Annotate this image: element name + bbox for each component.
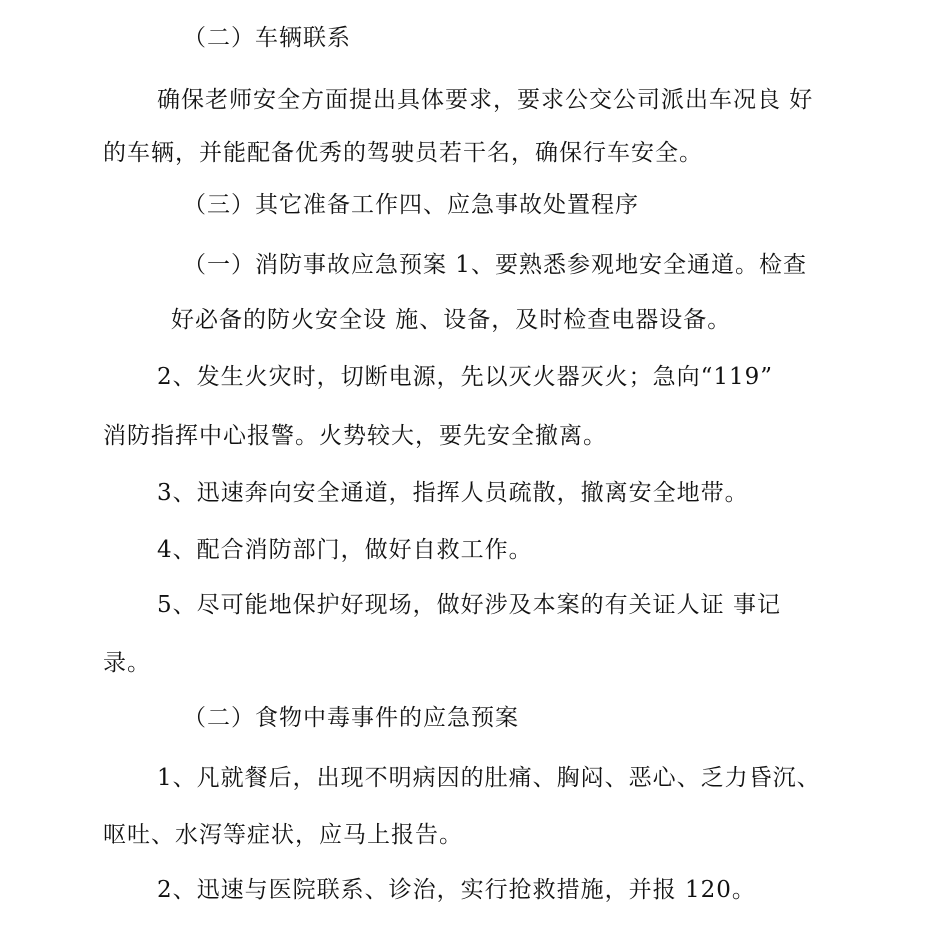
paragraph-line: 呕吐、水泻等症状，应马上报告。 xyxy=(103,822,463,848)
list-item: 5、尽可能地保护好现场，做好涉及本案的有关证人证 事记 xyxy=(157,592,781,618)
paragraph-line: 消防指挥中心报警。火势较大，要先安全撤离。 xyxy=(103,423,607,449)
list-item: 1、凡就餐后，出现不明病因的肚痛、胸闷、恶心、乏力昏沉、 xyxy=(157,765,821,791)
paragraph-line: 好必备的防火安全设 施、设备，及时检查电器设备。 xyxy=(171,307,732,333)
heading-food-poisoning: （二）食物中毒事件的应急预案 xyxy=(183,705,519,731)
paragraph-line: 确保老师安全方面提出具体要求，要求公交公司派出车况良 好 xyxy=(157,87,814,113)
list-item: 2、迅速与医院联系、诊治，实行抢救措施，并报 120。 xyxy=(157,877,756,903)
list-item: 2、发生火灾时，切断电源，先以灭火器灭火；急向“119” xyxy=(157,364,774,390)
list-item: 3、迅速奔向安全通道，指挥人员疏散，撤离安全地带。 xyxy=(157,480,749,506)
paragraph-line: 录。 xyxy=(103,650,151,676)
heading-vehicle-contact: （二）车辆联系 xyxy=(183,25,351,51)
list-item: 4、配合消防部门，做好自救工作。 xyxy=(157,537,533,563)
heading-other-preparations: （三）其它准备工作四、应急事故处置程序 xyxy=(183,192,639,218)
heading-fire-emergency: （一）消防事故应急预案 1、要熟悉参观地安全通道。检查 xyxy=(183,252,807,278)
paragraph-line: 的车辆，并能配备优秀的驾驶员若干名，确保行车安全。 xyxy=(103,140,703,166)
